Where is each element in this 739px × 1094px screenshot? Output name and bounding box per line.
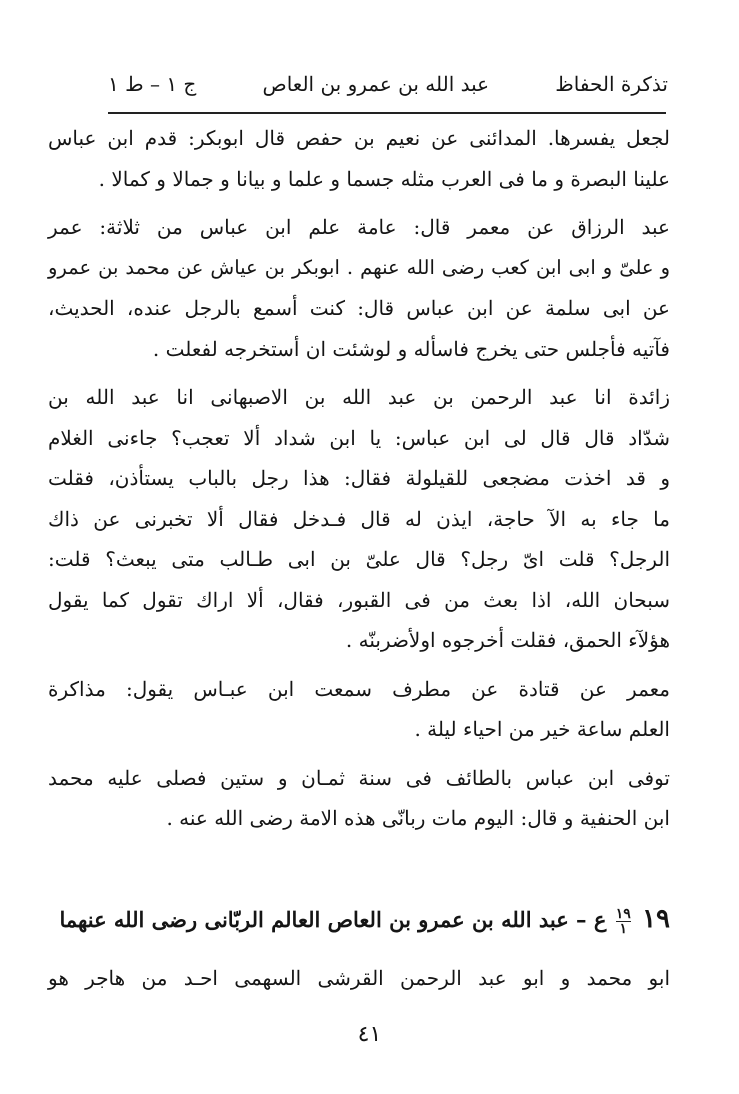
entry-title: عبد الله بن عمرو بن العاص العالم الربّانى رضى الله عنهما bbox=[59, 907, 569, 932]
entry-heading bbox=[48, 904, 670, 936]
volume-info: ج ١ – ط ١ bbox=[108, 72, 197, 96]
text-line: و علىّ و ابى ابن كعب رضى الله عنهم . ابوبكر بن عياش عن محمد بن عمرو bbox=[48, 255, 670, 279]
text-line: زائدة انا عبد الرحمن بن عبد الله بن الاصبهانى انا عبد الله بن bbox=[48, 385, 670, 409]
text-line: و قد اخذت مضجعى للقيلولة فقال: هذا رجل بالباب يستأذن، فقلت bbox=[48, 466, 670, 490]
paragraph bbox=[48, 118, 670, 199]
paragraph bbox=[48, 758, 670, 839]
paragraph bbox=[48, 377, 670, 661]
section-title: عبد الله بن عمرو بن العاص bbox=[262, 72, 490, 96]
running-header bbox=[108, 60, 668, 108]
book-title: تذكرة الحفاظ bbox=[555, 72, 668, 96]
text-line: شدّاد قال قال لى ابن عباس: يا ابن شداد ألا تعجب؟ جاءنى الغلام bbox=[48, 425, 670, 450]
text-line: فآتيه فأجلس حتى يخرج فاسأله و لوشئت ان أستخرجه لفعلت . bbox=[152, 336, 670, 361]
page-number: ٤١ bbox=[357, 1022, 382, 1047]
text-line: معمر عن قتادة عن مطرف سمعت ابن عبـاس يقول: مذاكرة bbox=[48, 676, 670, 701]
paragraph bbox=[48, 669, 670, 750]
fraction-top: ١٩ bbox=[615, 906, 631, 922]
body-text bbox=[48, 118, 670, 839]
text-line: هؤلآء الحمق، فقلت أخرجوه اولأضربنّه . bbox=[345, 628, 670, 652]
text-line: ابن الحنفية و قال: اليوم مات ربانّى هذه الامة رضى الله عنه . bbox=[166, 806, 670, 830]
text-line: عبد الرزاق عن معمر قال: عامة علم ابن عباس من ثلاثة: عمر bbox=[48, 215, 670, 239]
entry-number: ١٩ bbox=[642, 904, 670, 934]
paragraph bbox=[48, 207, 670, 369]
text-line: الرجل؟ قلت اىّ رجل؟ قال علىّ بن ابى طـالب متى يبعث؟ قلت: bbox=[48, 547, 670, 571]
text-line: سبحان الله، اذا بعث من فى القبور، فقال، ألا اراك تقول كما يقول bbox=[48, 587, 670, 612]
text-line: ما جاء به الآ حاجة، ايذن له قال فـدخل فقال ألا تخبرنى عن ذاك bbox=[48, 506, 670, 531]
text-line: علينا البصرة و ما فى العرب مثله جسما و علما و بيانا و جمالا و كمالا . bbox=[98, 166, 670, 191]
text-line: العلم ساعة خير من احياء ليلة . bbox=[414, 717, 670, 741]
text-line: لجعل يفسرها. المدائنى عن نعيم بن حفص قال ابوبكر: قدم ابن عباس bbox=[48, 126, 670, 150]
entry-fraction bbox=[616, 907, 631, 936]
entry-marker: ع – bbox=[576, 907, 607, 932]
text-line: توفى ابن عباس بالطائف فى سنة ثمـان و ستين فصلى عليه محمد bbox=[48, 765, 670, 790]
header-divider bbox=[108, 112, 666, 114]
entry-continuation: ابو محمد و ابو عبد الرحمن القرشى السهمى احـد من هاجر هو bbox=[48, 966, 670, 990]
fraction-bottom: ١ bbox=[619, 921, 627, 937]
text-line: عن ابى سلمة عن ابن عباس قال: كنت أسمع بالرجل عنده، الحديث، bbox=[48, 296, 670, 320]
